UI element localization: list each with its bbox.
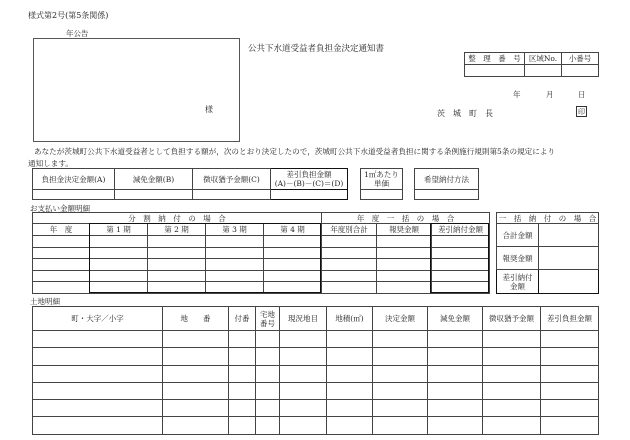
land-col-current-use: 現況地目 — [280, 307, 327, 331]
land-col-area: 地積(㎡) — [327, 307, 373, 331]
land-section-title: 土地明細 — [30, 297, 60, 306]
lump-year-header: 年 度 一 括 の 場 合 — [322, 213, 490, 224]
summary-cell-net[interactable] — [271, 190, 348, 200]
lump-net-cell[interactable] — [539, 270, 599, 294]
col-year: 年 度 — [33, 224, 90, 236]
land-col-decided: 決定金額 — [373, 307, 428, 331]
lump-net-label — [497, 270, 539, 294]
payment-row — [33, 236, 490, 248]
ref-header-area: 区域No. — [525, 53, 562, 65]
summary-header-deferral: 徴収猶予金額(C) — [193, 169, 271, 190]
col-period1: 第 1 期 — [90, 224, 148, 236]
lump-sum-table — [496, 212, 599, 294]
summary-header-payment-method: 希望納付方法 — [415, 169, 479, 190]
date-day: 日 — [578, 90, 586, 99]
payment-row — [33, 259, 490, 271]
land-col-net: 差引負担金額 — [541, 307, 599, 331]
summary-cell-unit-price[interactable] — [361, 190, 403, 200]
land-table — [32, 306, 599, 435]
land-col-deferral: 徴収猶予金額 — [483, 307, 541, 331]
col-period2: 第 2 期 — [148, 224, 206, 236]
ref-header-subno: 小番号 — [562, 53, 599, 65]
lump-sum-header: 一 括 納 付 の 場 合 — [497, 213, 599, 224]
summary-cell-payment-method[interactable] — [415, 190, 479, 200]
land-col-town: 町・大字／小字 — [33, 307, 163, 331]
summary-net-label: 差引負担金額 — [286, 170, 332, 179]
address-box — [33, 38, 240, 142]
document-title: 公共下水道受益者負担金決定通知書 — [248, 44, 385, 54]
land-row — [33, 382, 599, 399]
land-row — [33, 348, 599, 365]
col-net-payment: 差引納付金額 — [432, 224, 490, 236]
installment-header: 分 割 納 付 の 場 合 — [33, 213, 322, 224]
summary-cell-deferral[interactable] — [193, 190, 271, 200]
lump-total-label: 合計金額 — [497, 224, 539, 247]
summary-header-reduction: 減免金額(B) — [115, 169, 193, 190]
seal-mark: 印 — [578, 108, 585, 116]
ref-cell-seiri[interactable] — [465, 65, 525, 77]
land-row — [33, 331, 599, 348]
payment-row — [33, 247, 490, 259]
form-number: 様式第2号(第5条関係) — [28, 11, 109, 20]
land-col-reduction: 減免金額 — [428, 307, 483, 331]
land-row — [33, 365, 599, 382]
col-period4: 第 4 期 — [264, 224, 322, 236]
land-col-numbering: 付番 — [229, 307, 256, 331]
addressee-suffix: 様 — [205, 105, 213, 114]
ref-cell-area[interactable] — [525, 65, 562, 77]
lump-total-cell[interactable] — [539, 224, 599, 247]
summary-header-net — [271, 169, 348, 190]
summary-header-decided: 負担金決定金額(A) — [33, 169, 115, 190]
ref-header-seiri: 整 理 番 号 — [465, 53, 525, 65]
col-reward: 報奨金額 — [377, 224, 432, 236]
ref-cell-subno[interactable] — [562, 65, 599, 77]
lump-reward-cell[interactable] — [539, 247, 599, 270]
summary-unit-price-suffix: 単価 — [374, 179, 389, 188]
land-col-residential-line1: 宅地 — [260, 309, 275, 319]
payment-row — [33, 282, 490, 294]
summary-cell-reduction[interactable] — [115, 190, 193, 200]
lump-net-label-line1: 差引納付 — [502, 272, 533, 282]
land-row — [33, 417, 599, 434]
col-year-total: 年度別合計 — [322, 224, 377, 236]
lump-net-label-line2: 金額 — [510, 281, 525, 291]
summary-cell-decided[interactable] — [33, 190, 115, 200]
notice-year: 年公告 — [66, 29, 89, 38]
payment-table — [32, 212, 490, 294]
land-col-lot: 地 番 — [163, 307, 229, 331]
land-col-residential-no — [256, 307, 280, 331]
lump-reward-label: 報奨金額 — [497, 247, 539, 270]
land-col-residential-line2: 番号 — [260, 318, 275, 328]
reference-table — [464, 52, 599, 77]
payment-section-title: お支払い金額明細 — [30, 204, 90, 213]
summary-net-formula: (A)－(B)－(C)＝(D) — [274, 179, 344, 188]
summary-unit-price-label: 1㎡あたり — [364, 170, 399, 179]
notice-body-line1: あなたが茨城町公共下水道受益者として負担する額が，次のとおり決定したので，茨城町公共下水道受益者負担に関する条例施行規則第5条の規定により — [34, 147, 556, 156]
date-month: 月 — [546, 90, 554, 99]
land-row — [33, 400, 599, 417]
col-period3: 第 3 期 — [206, 224, 264, 236]
mayor-name: 茨 城 町 長 — [437, 109, 493, 118]
summary-table — [32, 168, 479, 200]
summary-header-unit-price — [361, 169, 403, 190]
date-year: 年 — [513, 90, 521, 99]
notice-body-line2: 通知します。 — [28, 159, 73, 168]
payment-row — [33, 270, 490, 282]
